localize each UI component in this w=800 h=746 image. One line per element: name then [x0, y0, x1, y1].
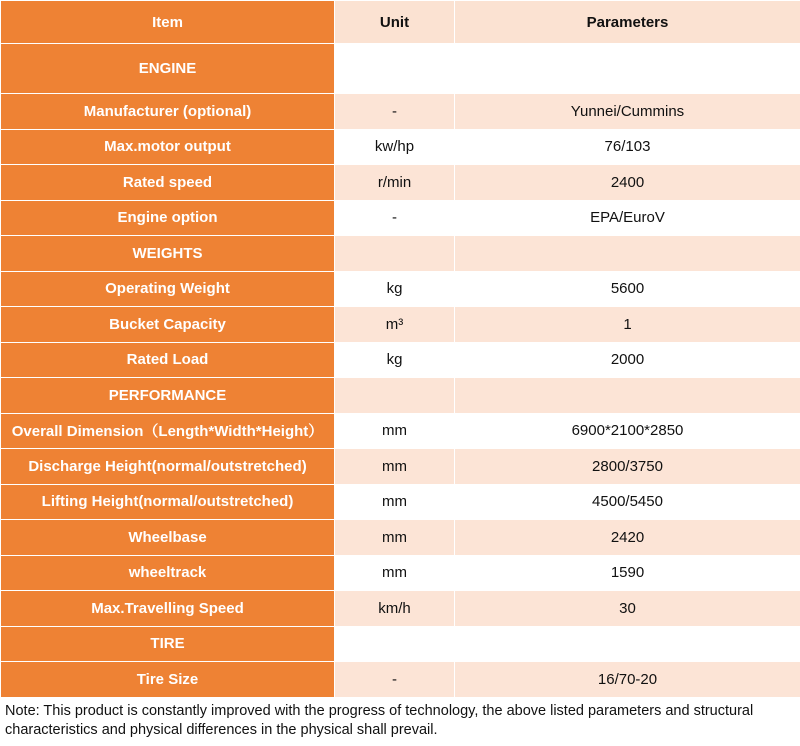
row-unit: mm: [335, 484, 455, 520]
row-item: Max.motor output: [1, 129, 335, 165]
row-value: 5600: [455, 271, 800, 307]
row-unit: mm: [335, 555, 455, 591]
table-row: [1, 520, 800, 556]
table-row: [1, 165, 800, 201]
row-value: 16/70-20: [455, 662, 800, 698]
table-row: [1, 271, 800, 307]
row-unit: r/min: [335, 165, 455, 201]
row-item: Wheelbase: [1, 520, 335, 556]
table-row: [1, 626, 800, 662]
row-unit: kg: [335, 342, 455, 378]
table-row: [1, 236, 800, 272]
row-value: [455, 378, 800, 414]
row-unit: [335, 236, 455, 272]
row-value: 2000: [455, 342, 800, 378]
row-unit: -: [335, 94, 455, 130]
row-item: Discharge Height(normal/outstretched): [1, 449, 335, 485]
row-value: 2400: [455, 165, 800, 201]
row-unit: m³: [335, 307, 455, 343]
table-row: [1, 129, 800, 165]
row-unit: mm: [335, 413, 455, 449]
table-row: [1, 94, 800, 130]
row-value: 76/103: [455, 129, 800, 165]
table-row: [1, 484, 800, 520]
row-item: Max.Travelling Speed: [1, 591, 335, 627]
row-unit: [335, 626, 455, 662]
row-unit: [335, 44, 455, 94]
row-unit: [335, 378, 455, 414]
row-unit: mm: [335, 449, 455, 485]
row-value: 30: [455, 591, 800, 627]
row-unit: mm: [335, 520, 455, 556]
row-value: EPA/EuroV: [455, 200, 800, 236]
table-header-row: [1, 1, 800, 44]
row-item: Rated Load: [1, 342, 335, 378]
header-unit: Unit: [335, 1, 455, 44]
table-row: [1, 44, 800, 94]
row-value: [455, 44, 800, 94]
table-row: [1, 342, 800, 378]
row-item: Operating Weight: [1, 271, 335, 307]
row-item: Manufacturer (optional): [1, 94, 335, 130]
row-value: 6900*2100*2850: [455, 413, 800, 449]
table-row: [1, 555, 800, 591]
row-item: Lifting Height(normal/outstretched): [1, 484, 335, 520]
header-parameters: Parameters: [455, 1, 800, 44]
row-item: Engine option: [1, 200, 335, 236]
table-row: [1, 307, 800, 343]
row-value: 2420: [455, 520, 800, 556]
row-unit: -: [335, 662, 455, 698]
footnote-text: Note: This product is constantly improved with the progress of technology, the above listed parameters and structural characteristics and physical differences in the physical shall prevail.: [5, 703, 754, 738]
table-row: [1, 413, 800, 449]
table-row: [1, 591, 800, 627]
row-item: TIRE: [1, 626, 335, 662]
row-value: 2800/3750: [455, 449, 800, 485]
row-value: 1590: [455, 555, 800, 591]
row-item: WEIGHTS: [1, 236, 335, 272]
row-value: Yunnei/Cummins: [455, 94, 800, 130]
row-value: 1: [455, 307, 800, 343]
row-item: Rated speed: [1, 165, 335, 201]
row-unit: km/h: [335, 591, 455, 627]
row-value: 4500/5450: [455, 484, 800, 520]
row-item: PERFORMANCE: [1, 378, 335, 414]
table-row: [1, 200, 800, 236]
row-unit: -: [335, 200, 455, 236]
row-item: wheeltrack: [1, 555, 335, 591]
table-row: [1, 449, 800, 485]
table-row: [1, 378, 800, 414]
row-item: Tire Size: [1, 662, 335, 698]
row-unit: kw/hp: [335, 129, 455, 165]
header-item: Item: [1, 1, 335, 44]
row-value: [455, 626, 800, 662]
row-value: [455, 236, 800, 272]
row-item: Overall Dimension（Length*Width*Height）: [1, 413, 335, 449]
table-row: [1, 662, 800, 698]
row-unit: kg: [335, 271, 455, 307]
row-item: ENGINE: [1, 44, 335, 94]
row-item: Bucket Capacity: [1, 307, 335, 343]
